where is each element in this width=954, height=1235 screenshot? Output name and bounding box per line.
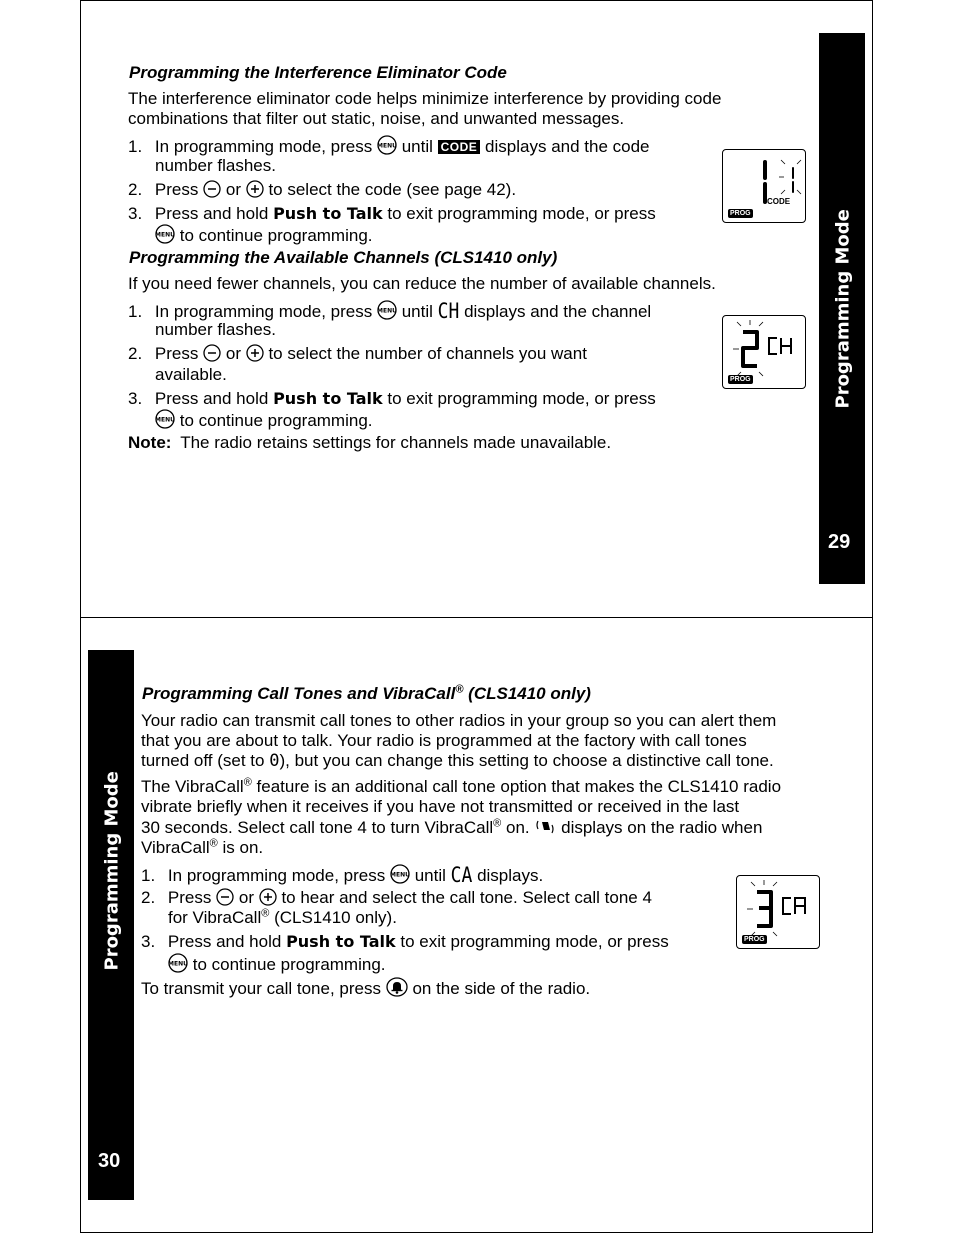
registered-mark: ® — [261, 907, 270, 920]
ca-segment-icon: CA — [450, 862, 473, 888]
paragraph-line — [141, 838, 263, 859]
push-to-talk-label: Push to Talk — [286, 932, 396, 951]
paragraph-line: combinations that filter out static, noise, and unwanted messages. — [128, 109, 625, 128]
step-number: 3. — [128, 204, 143, 223]
step-text: until — [401, 137, 433, 156]
side-tab-page29 — [819, 33, 865, 584]
step-number: 1. — [128, 302, 143, 321]
step-text: for VibraCall — [168, 908, 262, 927]
lcd-display-call-tone — [736, 875, 820, 949]
step-text: displays and the code — [485, 137, 650, 156]
code-display-icon: CODE — [438, 140, 481, 154]
step-number: 2. — [128, 180, 143, 199]
side-tab-page30 — [88, 650, 134, 1200]
push-to-talk-label: Push to Talk — [273, 389, 383, 408]
step-number: 2. — [128, 344, 143, 363]
call-tone-button-icon — [386, 977, 408, 1003]
step-text: to select the number of channels you want — [268, 344, 587, 363]
step-text: Press and hold — [167, 932, 282, 951]
svg-text:MENU: MENU — [377, 142, 397, 150]
menu-button-icon — [390, 864, 410, 890]
list-item-cont — [155, 409, 373, 435]
minus-button-icon — [203, 344, 221, 368]
step-text: to hear and select the call tone. Select call tone 4 — [281, 888, 652, 907]
plus-button-icon — [246, 180, 264, 204]
step-text: to exit programming mode, or press — [400, 932, 669, 951]
step-text: to exit programming mode, or press — [387, 204, 656, 223]
page-number: 29 — [828, 531, 851, 553]
list-item — [128, 389, 656, 410]
paragraph-line: that you are about to talk. Your radio is programmed at the factory with call tones — [141, 731, 747, 750]
step-text: (CLS1410 only). — [274, 908, 397, 927]
lcd-display-channel — [722, 315, 806, 389]
push-to-talk-label: Push to Talk — [273, 204, 383, 223]
note-text: The radio retains settings for channels made unavailable. — [180, 433, 612, 452]
step-text: or — [225, 180, 241, 199]
prog-indicator: PROG — [730, 210, 751, 217]
vibracall-icon — [534, 818, 556, 842]
lcd-display-code — [722, 149, 806, 223]
list-item-cont — [168, 953, 386, 979]
page-divider — [80, 617, 873, 618]
step-text: to exit programming mode, or press — [387, 389, 656, 408]
paragraph-line: If you need fewer channels, you can reduce the number of available channels. — [128, 274, 716, 293]
menu-button-icon — [155, 409, 175, 435]
step-text: In programming mode, press — [154, 302, 373, 321]
step-text: or — [225, 344, 241, 363]
list-item-cont — [168, 908, 397, 929]
section-heading: Programming the Interference Eliminator Code — [129, 63, 507, 82]
paragraph-line — [141, 777, 781, 798]
menu-button-icon — [168, 953, 188, 979]
side-tab-label: Programming Mode — [101, 771, 123, 971]
paragraph-line: The interference eliminator code helps minimize interference by providing code — [128, 89, 722, 108]
list-item — [128, 204, 656, 225]
step-text: Press — [154, 180, 199, 199]
ch-segment-icon: CH — [437, 298, 460, 324]
paragraph-text: VibraCall — [141, 838, 210, 857]
paragraph-text: ), but you can change this setting to choose a distinctive call tone. — [279, 751, 774, 770]
step-number: 3. — [128, 389, 143, 408]
registered-mark: ® — [493, 817, 502, 830]
menu-button-icon — [377, 300, 397, 326]
step-text: until — [401, 302, 433, 321]
zero-segment-icon: 0 — [269, 751, 280, 771]
note-label: Note: — [128, 433, 172, 452]
step-text: Press and hold — [154, 204, 269, 223]
paragraph-line: vibrate briefly when it receives if you have not transmitted or received in the last — [141, 797, 740, 816]
paragraph-line — [141, 751, 774, 772]
step-text: to continue programming. — [179, 411, 373, 430]
svg-text:MENU: MENU — [390, 871, 410, 879]
registered-mark: ® — [209, 837, 218, 850]
step-text: Press and hold — [154, 389, 269, 408]
menu-button-icon — [377, 135, 397, 161]
svg-text:MENU: MENU — [377, 307, 397, 315]
svg-text:MENU: MENU — [155, 416, 175, 424]
minus-button-icon — [203, 180, 221, 204]
list-item-cont: number flashes. — [155, 156, 276, 175]
prog-indicator: PROG — [730, 376, 751, 383]
side-tab-label: Programming Mode — [832, 209, 854, 409]
menu-button-icon — [155, 224, 175, 250]
step-text: to select the code (see page 42). — [268, 180, 517, 199]
list-item-cont: available. — [155, 365, 227, 384]
paragraph-text: 30 seconds. Select call tone 4 to turn VibraCall — [141, 818, 494, 837]
list-item — [141, 864, 543, 890]
step-text: In programming mode, press — [167, 866, 386, 885]
paragraph-text: feature is an additional call tone option that makes the CLS1410 radio — [256, 777, 782, 796]
step-number: 3. — [141, 932, 156, 951]
step-text: displays. — [477, 866, 544, 885]
step-text: to continue programming. — [179, 226, 373, 245]
note — [128, 433, 611, 454]
paragraph-line — [141, 977, 590, 1003]
paragraph-text: turned off (set to — [141, 751, 265, 770]
list-item-cont: number flashes. — [155, 320, 276, 339]
section-heading — [142, 684, 591, 705]
paragraph-line: Your radio can transmit call tones to other radios in your group so you can alert them — [141, 711, 777, 730]
list-item — [141, 932, 669, 953]
step-text: until — [414, 866, 446, 885]
paragraph-text: on the side of the radio. — [412, 979, 591, 998]
registered-mark: ® — [455, 683, 464, 696]
plus-button-icon — [246, 344, 264, 368]
page-number: 30 — [98, 1150, 121, 1172]
paragraph-text: The VibraCall — [141, 777, 244, 796]
step-text: to continue programming. — [192, 955, 386, 974]
step-text: Press — [167, 888, 212, 907]
heading-text: (CLS1410 only) — [468, 684, 591, 703]
paragraph-text: To transmit your call tone, press — [141, 979, 381, 998]
list-item — [128, 180, 516, 204]
heading-text: Programming Call Tones and VibraCall — [142, 684, 456, 703]
step-text: displays and the channel — [464, 302, 652, 321]
list-item — [128, 344, 587, 368]
list-item-cont — [155, 224, 373, 250]
step-text: Press — [154, 344, 199, 363]
step-number: 1. — [128, 137, 143, 156]
paragraph-text: on. — [506, 818, 530, 837]
step-text: or — [238, 888, 254, 907]
svg-text:MENU: MENU — [168, 960, 188, 968]
lcd-label: CODE — [767, 197, 791, 206]
step-number: 2. — [141, 888, 156, 907]
step-text: In programming mode, press — [154, 137, 373, 156]
paragraph-text: displays on the radio when — [561, 818, 763, 837]
step-number: 1. — [141, 866, 156, 885]
paragraph-text: is on. — [222, 838, 264, 857]
section-heading: Programming the Available Channels (CLS1410 only) — [129, 248, 558, 267]
registered-mark: ® — [243, 776, 252, 789]
svg-text:MENU: MENU — [155, 231, 175, 239]
prog-indicator: PROG — [744, 936, 765, 943]
